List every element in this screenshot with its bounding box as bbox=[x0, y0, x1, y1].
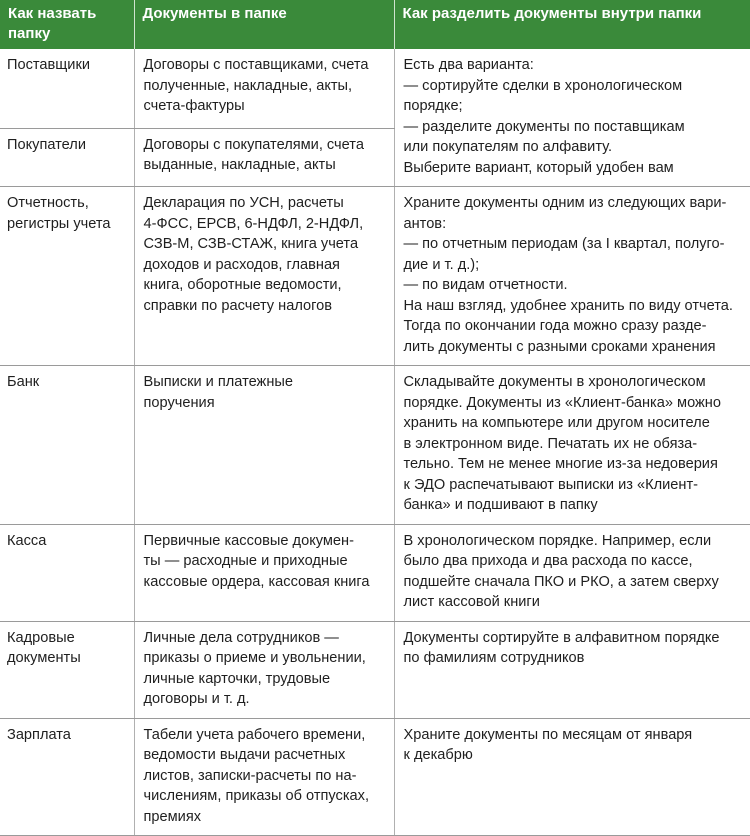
documents-cell: Личные дела сотрудников — приказы о приеме и увольнении, личные карточки, трудовые договоры и т. д. bbox=[134, 621, 394, 718]
documents-cell: Договоры с поставщиками, счета полученные, накладные, акты, счета-фактуры bbox=[134, 49, 394, 128]
table-row bbox=[0, 621, 750, 718]
split-method-cell: В хронологическом порядке. Например, если было два прихода и два расхода по кассе, подшейте сначала ПКО и РКО, а затем сверху лист кассовой книги bbox=[394, 524, 750, 621]
split-method-cell: Документы сортируйте в алфавитном порядке по фамилиям сотрудников bbox=[394, 621, 750, 718]
split-method-cell: Есть два варианта: — сортируйте сделки в хронологическом порядке; — разделите документы по поставщикам или покупателям по алфавиту. Выберите вариант, который удобен вам bbox=[394, 49, 750, 187]
header-split-method: Как разделить документы внутри папки bbox=[394, 0, 750, 49]
split-method-cell: Храните документы по месяцам от января к декабрю bbox=[394, 718, 750, 836]
split-method-cell: Складывайте документы в хронологическом порядке. Документы из «Клиент-банка» можно хранить на компьютере или другом носителе в электронном виде. Печатать их не обяза- тельно. Тем не менее многие из-за недоверия к ЭДО распечатывают выписки из «Клиент- банка» и подшивают в папку bbox=[394, 366, 750, 525]
header-folder-name: Как назвать папку bbox=[0, 0, 134, 49]
header-documents: Документы в папке bbox=[134, 0, 394, 49]
documents-cell: Декларация по УСН, расчеты 4-ФСС, ЕРСВ, 6-НДФЛ, 2-НДФЛ, СЗВ-М, СЗВ-СТАЖ, книга учета доходов и расходов, главная книга, оборотные ведомости, справки по расчету налогов bbox=[134, 187, 394, 366]
folder-name-cell: Касса bbox=[0, 524, 134, 621]
documents-cell: Табели учета рабочего времени, ведомости выдачи расчетных листов, записки-расчеты по на- числениям, приказы об отпусках, премиях bbox=[134, 718, 394, 836]
folder-name-cell: Покупатели bbox=[0, 128, 134, 186]
documents-cell: Договоры с покупателями, счета выданные, накладные, акты bbox=[134, 128, 394, 186]
table-row bbox=[0, 718, 750, 836]
documents-cell: Выписки и платежные поручения bbox=[134, 366, 394, 525]
split-method-cell: Храните документы одним из следующих вари- антов: — по отчетным периодам (за I квартал, полуго- дие и т. д.); — по видам отчетности. На наш взгляд, удобнее хранить по виду отчета. Тогда по окончании года можно сразу разде- лить документы с разными сроками хранения bbox=[394, 187, 750, 366]
header-row bbox=[0, 0, 750, 49]
folder-name-cell: Банк bbox=[0, 366, 134, 525]
folder-name-cell: Кадровые документы bbox=[0, 621, 134, 718]
table-row bbox=[0, 524, 750, 621]
table-row bbox=[0, 49, 750, 128]
table-row bbox=[0, 366, 750, 525]
table-row bbox=[0, 187, 750, 366]
documents-cell: Первичные кассовые докумен- ты — расходные и приходные кассовые ордера, кассовая книга bbox=[134, 524, 394, 621]
folder-name-cell: Отчетность, регистры учета bbox=[0, 187, 134, 366]
folder-name-cell: Зарплата bbox=[0, 718, 134, 836]
folder-name-cell: Поставщики bbox=[0, 49, 134, 128]
